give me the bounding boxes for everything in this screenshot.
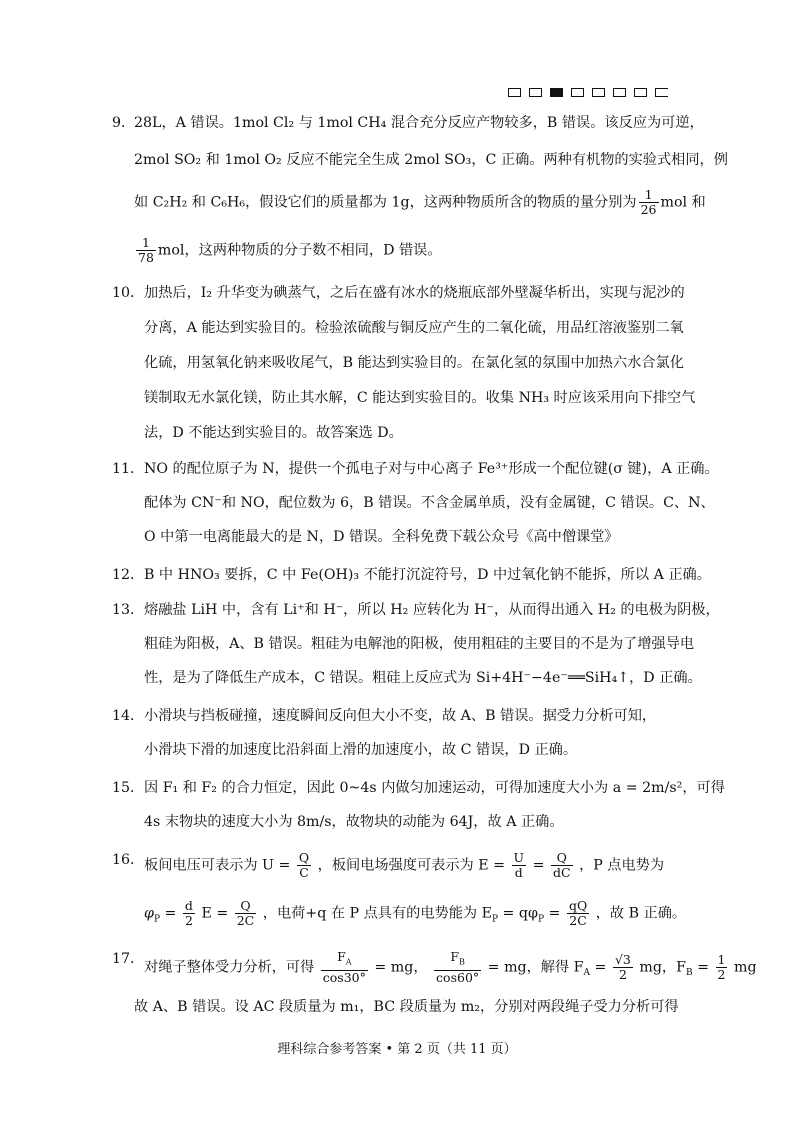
math-symbol: φ [144, 905, 154, 922]
numerator: 1 [639, 188, 659, 203]
answer-line: B 中 HNO₃ 要拆，C 中 Fe(OH)₃ 不能打沉淀符号，D 中过氧化钠不能拆，所以 A 正确。 [144, 567, 711, 583]
answer-text: = [548, 905, 561, 922]
answer-line: 熔融盐 LiH 中，含有 Li⁺和 H⁻，所以 H₂ 应转化为 H⁻，从而得出通入 H₂ 的电极为阴极， [144, 602, 720, 618]
answer-line: 4s 末物块的速度大小为 8m/s，故物块的动能为 64J，故 A 正确。 [144, 814, 564, 830]
fraction [639, 188, 659, 217]
question-number: 12． [112, 567, 145, 583]
answer-line: 粗硅为阳极，A、B 错误。粗硅为电解池的阳极，使用粗硅的主要目的不是为了增强导电 [144, 636, 695, 652]
denominator: C [299, 865, 309, 880]
fraction [297, 851, 311, 880]
answer-line: 小滑块下滑的加速度比沿斜面上滑的加速度小，故 C 错误，D 正确。 [144, 742, 578, 758]
answer-line: NO 的配位原子为 N，提供一个孤电子对与中心离子 Fe³⁺形成一个配位键(σ 键)，A 正确。 [144, 461, 719, 477]
numerator [434, 950, 481, 971]
numerator: 1 [717, 951, 726, 967]
numerator: Q [551, 851, 573, 866]
fraction [716, 953, 728, 982]
denominator: cos60° [436, 969, 480, 985]
question-number: 9． [112, 115, 136, 131]
numerator: Q [298, 850, 310, 865]
denominator: dC [552, 865, 571, 880]
answer-line [144, 899, 686, 928]
answer-line: 镁制取无水氯化镁，防止其水解，C 能达到实验目的。收集 NH₃ 时应该采用向下排空气 [144, 390, 696, 406]
answer-text: 如 C₂H₂ 和 C₆H₆，假设它们的质量都为 1g，这两种物质所含的物质的量分别为 [134, 194, 637, 211]
answer-line: 分离，A 能达到实验目的。检验浓硫酸与铜反应产生的二氧化硫，用品红溶液鉴别二氧 [144, 320, 684, 336]
answer-line: 性，是为了降低生产成本，C 错误。粗硅上反应式为 Si+4H⁻−4e⁻══SiH₄↑，D 正确。 [144, 670, 702, 686]
answer-text: = qφ [502, 905, 538, 922]
answer-text: mg，F [639, 959, 686, 976]
question-number: 15． [112, 780, 145, 796]
denominator: d [514, 865, 523, 880]
answer-text: ，故 B 正确。 [595, 905, 687, 922]
numerator: Q [235, 899, 257, 914]
answer-text: mg [733, 959, 757, 976]
answer-line: 28L，A 错误。1mol Cl₂ 与 1mol CH₄ 混合充分反应产物较多，B 错误。该反应为可逆， [134, 115, 704, 131]
question-number: 14． [112, 708, 145, 724]
question-number: 11． [112, 461, 145, 477]
answer-text: = [594, 959, 607, 976]
numerator: 1 [136, 236, 156, 251]
page-footer: 理科综合参考答案 • 第 2 页（共 11 页） [277, 1042, 517, 1057]
subscript: B [685, 968, 693, 979]
denominator: cos30° [322, 969, 366, 985]
fraction [567, 899, 589, 928]
subscript: P [153, 914, 160, 925]
answer-text: = mg， [374, 959, 428, 976]
subscript: P [491, 914, 499, 925]
answer-line: 2mol SO₂ 和 1mol O₂ 反应不能完全生成 2mol SO₃，C 正确。两种有机物的实验式相同，例 [134, 152, 728, 168]
subscript: A [583, 968, 591, 979]
denominator: 2C [236, 913, 255, 928]
denominator: 2 [618, 966, 627, 982]
question-number: 17． [112, 951, 145, 967]
answer-line [134, 236, 442, 265]
numerator: qQ [568, 898, 588, 913]
answer-line: 故 A、B 错误。设 AC 段质量为 m₁，BC 段质量为 m₂，分别对两段绳子受力分析可得 [134, 999, 679, 1015]
answer-line: 加热后，I₂ 升华变为碘蒸气，之后在盛有冰水的烧瓶底部外壁凝华析出，实现与泥沙的 [144, 285, 685, 301]
answer-line [134, 188, 706, 217]
answer-text: mol，这两种物质的分子数不相同，D 错误。 [157, 242, 442, 259]
answer-text: 对绳子整体受力分析，可得 [144, 959, 315, 976]
math-symbol: F [337, 949, 346, 964]
answer-text: mol 和 [660, 194, 706, 211]
fraction [235, 899, 257, 928]
math-symbol: F [450, 949, 459, 964]
fraction [551, 851, 573, 880]
fraction [136, 236, 156, 265]
answer-text: = [697, 959, 709, 976]
question-number: 13． [112, 602, 145, 618]
answer-line: 化硫，用氢氧化钠来吸收尾气，B 能达到实验目的。在氯化氢的氛围中加热六水合氯化 [144, 355, 684, 371]
numerator [321, 950, 368, 971]
answer-text: ，电荷+q 在 P 点具有的电势能为 E [262, 905, 492, 922]
denominator: 2 [717, 966, 726, 982]
answer-line: 配体为 CN⁻和 NO，配位数为 6，B 错误。不含金属单质，没有金属键，C 错误。C、N、 [144, 495, 715, 511]
fraction [321, 950, 368, 985]
fraction [434, 950, 481, 985]
subscript: B [459, 957, 465, 967]
answer-text: = [532, 857, 545, 874]
answer-line: 小滑块与挡板碰撞，速度瞬间反向但大小不变，故 A、B 错误。据受力分析可知， [144, 708, 657, 724]
denominator: 78 [138, 250, 154, 265]
numerator: √3 [614, 951, 631, 967]
answer-line: 法，D 不能达到实验目的。故答案选 D。 [144, 425, 403, 441]
numerator: d [184, 898, 193, 913]
fraction [512, 851, 527, 880]
answer-text: 板间电压可表示为 U = [144, 857, 291, 874]
answer-line: O 中第一电离能最大的是 N，D 错误。全科免费下载公众号《高中僧课堂》 [144, 529, 619, 545]
numerator: U [513, 850, 525, 865]
question-number: 16． [112, 852, 145, 868]
answer-text: = [164, 905, 177, 922]
question-number: 10． [112, 285, 145, 301]
answer-line [144, 950, 757, 985]
subscript: A [345, 957, 352, 967]
denominator: 26 [640, 202, 657, 217]
answer-line: 因 F₁ 和 F₂ 的合力恒定，因此 0~4s 内做匀加速运动，可得加速度大小为 a = 2m/s²，可得 [144, 780, 725, 796]
denominator: 2 [184, 913, 193, 928]
answer-text: E = [201, 905, 229, 922]
answer-text: ，板间电场强度可表示为 E = [317, 857, 505, 874]
denominator: 2C [569, 913, 587, 928]
answer-text: ，P 点电势为 [579, 857, 665, 874]
subscript: P [537, 914, 545, 925]
fraction [183, 899, 195, 928]
answer-line [144, 851, 664, 880]
fraction [613, 953, 633, 982]
answer-text: = mg，解得 F [487, 959, 584, 976]
